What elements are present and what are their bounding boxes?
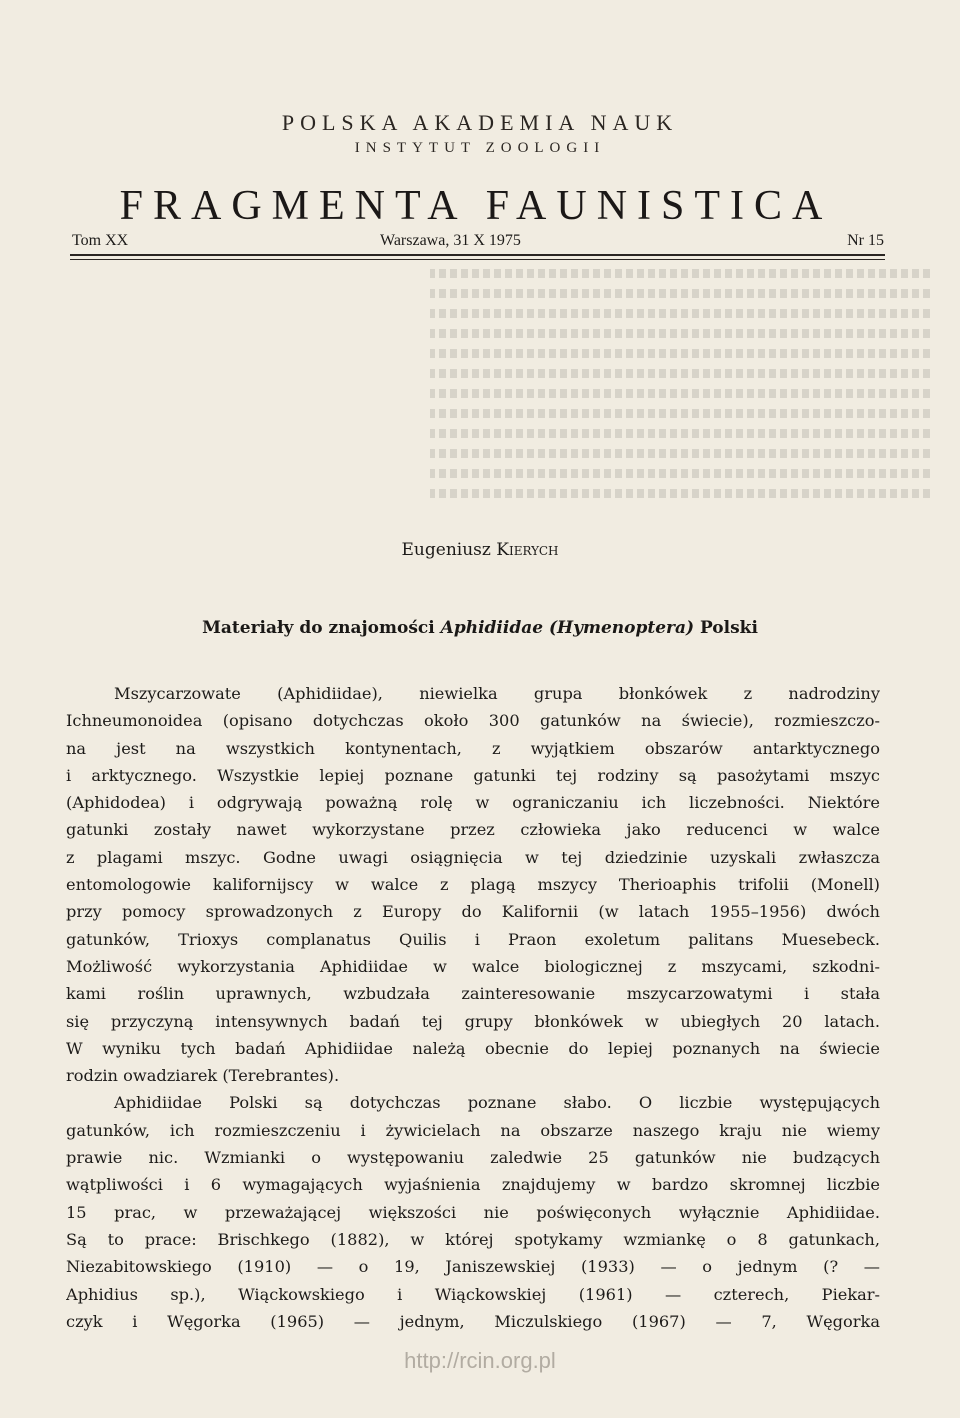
text-line: (Aphidodea) i odgrywają poważną rolę w ograniczaniu ich liczebności. Niektóre — [66, 793, 880, 813]
article-body — [66, 680, 880, 1335]
header-rule-top — [70, 254, 885, 256]
text-line: się przyczyną intensywnych badań tej grupy błonkówek w ubiegłych 20 latach. — [66, 1011, 880, 1031]
text-line: W wyniku tych badań Aphidiidae należą obecnie do lepiej poznanych na świecie — [66, 1038, 880, 1058]
text-line: prawie nic. Wzmianki o występowaniu zaledwie 25 gatunków nie budzących — [66, 1148, 880, 1168]
title-part: Polski — [699, 618, 758, 638]
title-taxon: Aphidiidae — [440, 618, 544, 638]
text-line: Ichneumonoidea (opisano dotychczas około 300 gatunków na świecie), rozmieszczo- — [66, 711, 880, 731]
text-line: gatunków, ich rozmieszczeniu i żywicielach na obszarze naszego kraju nie wiemy — [66, 1120, 880, 1140]
text-line: rodzin owadziarek (Terebrantes). — [66, 1066, 340, 1086]
article-title — [0, 618, 960, 638]
header-rule-bottom — [70, 259, 885, 260]
text-line: czyk i Węgorka (1965) — jednym, Miczulskiego (1967) — 7, Węgorka — [66, 1311, 880, 1331]
text-line: kami roślin uprawnych, wzbudzała zainteresowanie mszycarzowatymi i stała — [66, 984, 880, 1004]
text-line: gatunków, Trioxys complanatus Quilis i Praon exoletum palitans Muesebeck. — [66, 929, 880, 949]
text-line: Są to prace: Brischkego (1882), w której spotykamy wzmiankę o 8 gatunkach, — [66, 1229, 880, 1249]
text-line: Mszycarzowate (Aphidiidae), niewielka grupa błonkówek z nadrodziny — [114, 684, 880, 703]
text-line: wątpliwości i 6 wymagających wyjaśnienia znajdujemy w bardzo skromnej liczbie — [66, 1175, 880, 1195]
journal-title: FRAGMENTA FAUNISTICA — [119, 183, 833, 229]
issue-date: Warszawa, 31 X 1975 — [380, 232, 521, 249]
text-line: przy pomocy sprowadzonych z Europy do Kalifornii (w latach 1955–1956) dwóch — [66, 902, 880, 922]
text-line: Możliwość wykorzystania Aphidiidae w walce biologicznej z mszycami, szkodni- — [66, 956, 880, 976]
issue-number: Nr 15 — [847, 232, 884, 249]
text-line: gatunki zostały nawet wykorzystane przez człowieka jako reducenci w walce — [66, 820, 880, 840]
text-line: Aphidiidae Polski są dotychczas poznane słabo. O liczbie występujących — [114, 1093, 880, 1113]
text-line: Aphidius sp.), Wiąckowskiego i Wiąckowskiej (1961) — czterech, Piekar- — [66, 1284, 880, 1304]
title-part: Materiały do znajomości — [202, 618, 435, 638]
text-line: entomologowie kalifornijscy w walce z plagą mszycy Therioaphis trifolii (Monell) — [66, 875, 880, 895]
watermark-url: http://rcin.org.pl — [404, 1348, 556, 1373]
author-last-name: Kierych — [496, 540, 559, 560]
text-line: 15 prac, w przeważającej większości nie poświęconych wyłącznie Aphidiidae. — [66, 1202, 880, 1222]
author-first-name: Eugeniusz — [401, 540, 491, 560]
volume: Tom XX — [72, 232, 129, 249]
text-line: z plagami mszyc. Godne uwagi osiągnięcia w tej dziedzinie uzyskali zwłaszcza — [66, 847, 880, 867]
text-line: Niezabitowskiego (1910) — o 19, Janiszewskiej (1933) — o jednym (? — — [66, 1257, 880, 1277]
title-order: (Hymenoptera) — [548, 618, 695, 638]
academy-name: POLSKA AKADEMIA NAUK — [281, 110, 679, 135]
institute-name: INSTYTUT ZOOLOGII — [354, 140, 606, 156]
text-line: i arktycznego. Wszystkie lepiej poznane gatunki tej rodziny są pasożytami mszyc — [66, 765, 880, 785]
text-line: na jest na wszystkich kontynentach, z wyjątkiem obszarów antarktycznego — [66, 738, 880, 758]
author — [0, 540, 960, 560]
show-through — [430, 258, 930, 618]
